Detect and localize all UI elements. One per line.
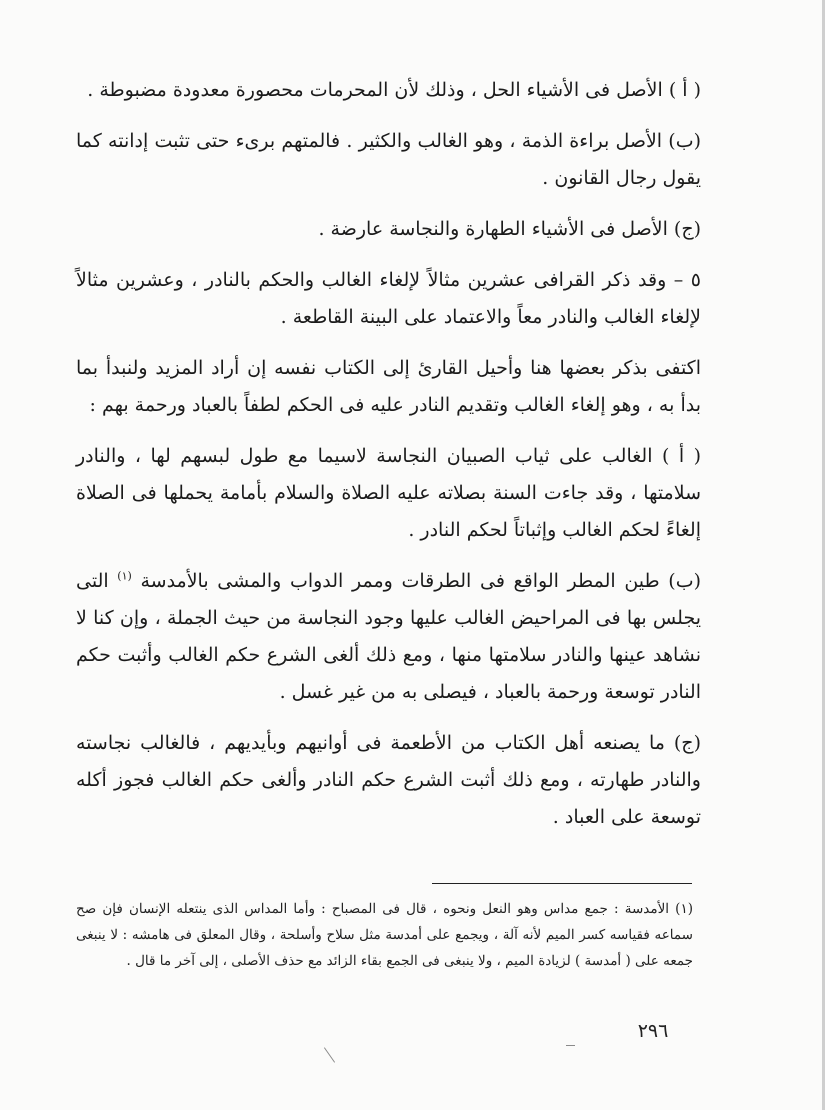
paragraph-5: اكتفى بذكر بعضها هنا وأحيل القارئ إلى الكتاب نفسه إن أراد المزيد ولنبدأ بما بدأ به ، وهو إلغاء الغالب وتقديم النادر عليه فى الحكم لطفاً بالعباد ورحمة بهم : [76,357,701,416]
scan-artifact-line [324,1047,335,1062]
scan-artifact-dash [566,1045,575,1046]
paragraph-8: (ج) ما يصنعه أهل الكتاب من الأطعمة فى أوانيهم وبأيديهم ، فالغالب نجاسته والنادر طهارته ، ومع ذلك أثبت الشرع حكم النادر وألغى حكم الغالب فجوز أكله توسعة على العباد . [76,732,701,828]
paragraph-3: (ج) الأصل فى الأشياء الطهارة والنجاسة عارضة . [318,218,701,240]
paragraph-4: ٥ – وقد ذكر القرافى عشرين مثالاً لإلغاء الغالب والحكم بالنادر ، وعشرين مثالاً لإلغاء الغالب والنادر معاً والاعتماد على البينة القاطعة . [76,269,701,328]
footnote: (١) الأمدسة : جمع مداس وهو النعل ونحوه ، قال فى المصباح : وأما المداس الذى ينتعله الإنسان فإن صح سماعه فقياسه كسر الميم لأنه آلة ، ويجمع على أمدسة مثل سلاح وأسلحة ، وقال المعلق فى هامشه : لا ينبغى جمعه على ( أمدسة ) لزيادة الميم ، ولا ينبغى فى الجمع بقاء الزائد مع حذف الأصلى ، إلى آخر ما قال . [76,901,693,969]
paragraph-7-text: (ب) طين المطر الواقع فى الطرقات وممر الدواب والمشى بالأمدسة [140,570,701,592]
body-text [76,72,701,850]
page-number: ٢٩٦ [637,1020,669,1042]
paragraph-7-continuation: التى يجلس بها فى المراحيض الغالب عليها وجود النجاسة من حيث الجملة ، وإن كنا لا نشاهد عينها والنادر سلامتها منها ، ومع ذلك ألغى الشرع حكم الغالب وأثبت حكم النادر توسعة ورحمة بالعباد ، فيصلى به من غير غسل . [76,570,701,703]
paragraph-6: ( أ ) الغالب على ثياب الصبيان النجاسة لاسيما مع طول لبسهم لها ، والنادر سلامتها ، وقد جاءت السنة بصلاته عليه الصلاة والسلام بأمامة يحملها فى الصلاة إلغاءً لحكم الغالب وإثباتاً لحكم النادر . [76,445,701,541]
paragraph-7 [76,563,701,711]
paragraph-1: ( أ ) الأصل فى الأشياء الحل ، وذلك لأن المحرمات محصورة معدودة مضبوطة . [87,79,701,101]
paragraph-2: (ب) الأصل براءة الذمة ، وهو الغالب والكثير . فالمتهم برىء حتى تثبت إدانته كما يقول رجال القانون . [76,130,701,189]
footnote-divider [432,883,692,884]
footnote-marker: (١) [117,569,132,583]
